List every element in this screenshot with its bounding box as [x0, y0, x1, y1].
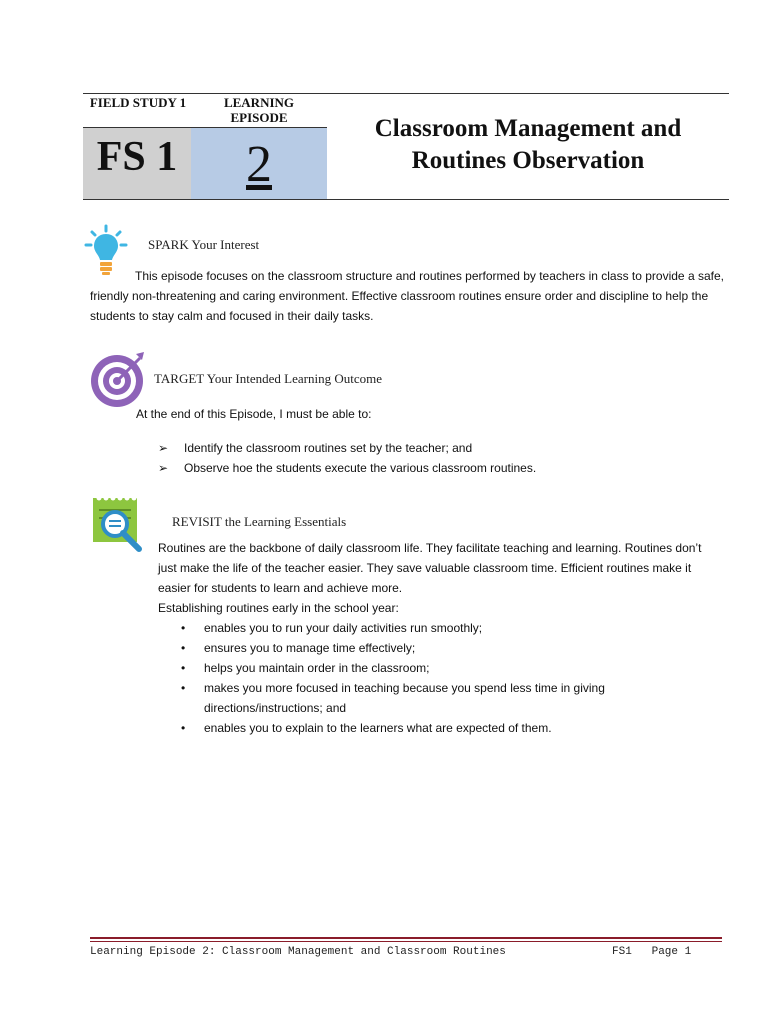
header-top-rule [83, 93, 729, 94]
bullet-dot-icon: • [181, 721, 186, 735]
target-intro: At the end of this Episode, I must be able to: [136, 407, 372, 421]
target-icon [90, 350, 146, 408]
bullet-dot-icon: • [181, 681, 186, 695]
footer-rule-thin [90, 941, 722, 942]
routine-benefits-list [158, 618, 670, 738]
target-outcomes-list [158, 438, 718, 478]
header-bottom-rule [83, 199, 729, 200]
arrow-bullet-icon: ➢ [158, 461, 169, 475]
bullet-dot-icon: • [181, 641, 186, 655]
footer-episode-title: Learning Episode 2: Classroom Management and Classroom Routines [90, 946, 506, 958]
list-item: • ensures you to manage time effectively; [158, 638, 670, 658]
arrow-bullet-icon: ➢ [158, 441, 169, 455]
list-item: • makes you more focused in teaching because you spend less time in giving directions/instructions; and [158, 678, 670, 718]
revisit-paragraph: Routines are the backbone of daily classroom life. They facilitate teaching and learning. Routines don’t just make the life of the teacher easier. They save valuable classroom time. Efficient routines make it easier for students to learn and achieve more. [158, 541, 702, 595]
spark-paragraph: This episode focuses on the classroom structure and routines performed by teachers in class to provide a safe, friendly non-threatening and caring environment. Effective classroom routines ensure order and discipline to help the students to stay calm and focused in their daily tasks. [90, 269, 724, 323]
episode-number: 2 [246, 136, 272, 193]
learning-episode-label: LEARNING EPISODE [223, 95, 295, 125]
notepad-magnifier-icon [91, 492, 149, 554]
spark-title: SPARK Your Interest [148, 237, 260, 252]
list-item: • helps you maintain order in the classroom; [158, 658, 670, 678]
field-study-label: FIELD STUDY 1 [89, 95, 187, 110]
page-title: Classroom Management and Routines Observation [374, 115, 682, 174]
revisit-lead: Establishing routines early in the school year: [158, 601, 399, 615]
list-item: • enables you to run your daily activities run smoothly; [158, 618, 670, 638]
revisit-title: REVISIT the Learning Essentials [172, 514, 347, 529]
target-title: TARGET Your Intended Learning Outcome [154, 371, 382, 386]
footer-page-number: FS1 Page 1 [612, 946, 692, 958]
footer-rule [90, 937, 722, 939]
bullet-dot-icon: • [181, 621, 186, 635]
list-item: ➢ Identify the classroom routines set by the teacher; and [158, 438, 718, 458]
list-item: ➢ Observe hoe the students execute the various classroom routines. [158, 458, 718, 478]
bullet-dot-icon: • [181, 661, 186, 675]
list-item: • enables you to explain to the learners what are expected of them. [158, 718, 670, 738]
course-code: FS 1 [96, 134, 178, 180]
